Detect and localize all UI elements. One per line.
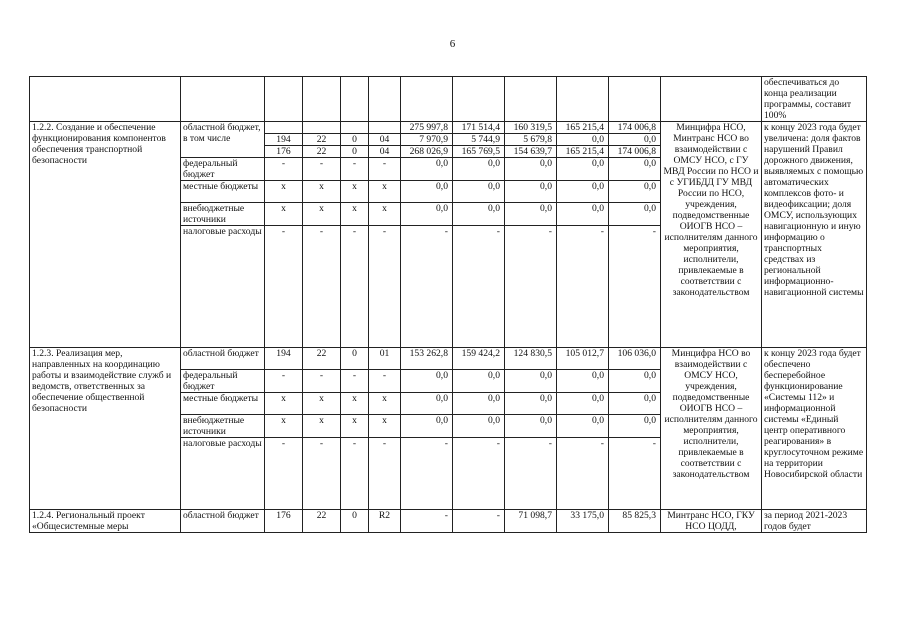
value-cell-v4: 165 215,4 <box>557 146 609 158</box>
value-cell-v2: 0,0 <box>453 393 505 415</box>
code-cell-pr: х <box>341 415 369 438</box>
code-cell-kgrbs: х <box>265 393 303 415</box>
cell-empty <box>181 77 265 122</box>
value-cell-v1: - <box>401 226 453 348</box>
code-cell-vr: - <box>369 226 401 348</box>
result-cell: за период 2021-2023 годов будет <box>762 510 867 533</box>
value-cell-v2: 0,0 <box>453 370 505 393</box>
value-cell-v5: 0,0 <box>609 203 661 226</box>
code-cell-vr: х <box>369 393 401 415</box>
value-cell-v3: 0,0 <box>505 370 557 393</box>
value-cell-v1: - <box>401 510 453 533</box>
code-cell-pr: 0 <box>341 510 369 533</box>
code-cell-pr: 0 <box>341 146 369 158</box>
continuation-row <box>30 77 867 122</box>
value-cell-v2: 0,0 <box>453 181 505 203</box>
value-cell-v5: 85 825,3 <box>609 510 661 533</box>
value-cell-v3: 0,0 <box>505 203 557 226</box>
cell-empty <box>30 77 181 122</box>
value-cell-v5: - <box>609 226 661 348</box>
cell-empty <box>265 77 303 122</box>
value-cell-v4: 165 215,4 <box>557 122 609 134</box>
value-cell-v4: 0,0 <box>557 134 609 146</box>
value-cell-v5: 174 006,8 <box>609 122 661 134</box>
cell-empty <box>369 77 401 122</box>
value-cell-v1: 7 970,9 <box>401 134 453 146</box>
value-cell-v2: 0,0 <box>453 203 505 226</box>
value-cell-v3: - <box>505 438 557 510</box>
funding-source-cell: областной бюджет <box>181 348 265 370</box>
funding-source-cell: федеральный бюджет <box>181 370 265 393</box>
value-cell-v1: 0,0 <box>401 203 453 226</box>
code-cell-vr: - <box>369 438 401 510</box>
cell-empty <box>453 77 505 122</box>
code-cell-rz: - <box>303 158 341 181</box>
code-cell-rz: х <box>303 203 341 226</box>
value-cell-v4: - <box>557 438 609 510</box>
code-cell-vr: 04 <box>369 134 401 146</box>
value-cell-v2: 5 744,9 <box>453 134 505 146</box>
value-cell-v1: 0,0 <box>401 415 453 438</box>
executor-cell: Минцифра НСО, Минтранс НСО во взаимодействии с ОМСУ НСО, с ГУ МВД России по НСО и с УГИБДД ГУ МВД России по НСО, учреждения, подведомственные ОИОГВ НСО – исполнителям данного мероприятия, исполнители, привлекаемые в соответствии с законодательством <box>661 122 762 348</box>
funding-source-cell: местные бюджеты <box>181 181 265 203</box>
value-cell-v3: 0,0 <box>505 393 557 415</box>
funding-source-cell: областной бюджет <box>181 510 265 533</box>
code-cell-kgrbs: - <box>265 226 303 348</box>
table-row <box>30 122 867 134</box>
code-cell-pr: 0 <box>341 134 369 146</box>
funding-source-cell: областной бюджет, в том числе <box>181 122 265 158</box>
value-cell-v1: - <box>401 438 453 510</box>
value-cell-v5: 0,0 <box>609 393 661 415</box>
funding-source-cell: внебюджетные источники <box>181 203 265 226</box>
activity-name-cell: 1.2.3. Реализация мер, направленных на координацию работы и взаимодействие служб и ведомств, ответственных за обеспечение общественной безопасности <box>30 348 181 510</box>
result-cell: к концу 2023 года будет обеспечено бесперебойное функционирование «Системы 112» и информационной системы «Единый центр оперативного реагирования» в круглосуточном режиме на территории Новосибирской области <box>762 348 867 510</box>
value-cell-v2: 159 424,2 <box>453 348 505 370</box>
value-cell-v2: - <box>453 510 505 533</box>
value-cell-v3: 124 830,5 <box>505 348 557 370</box>
value-cell-v5: 0,0 <box>609 370 661 393</box>
value-cell-v4: 0,0 <box>557 158 609 181</box>
value-cell-v5: 0,0 <box>609 158 661 181</box>
code-cell-kgrbs: х <box>265 415 303 438</box>
code-cell-rz: 22 <box>303 146 341 158</box>
code-cell-pr: х <box>341 181 369 203</box>
value-cell-v3: - <box>505 226 557 348</box>
code-cell-kgrbs: - <box>265 438 303 510</box>
code-cell-kgrbs: 194 <box>265 348 303 370</box>
code-cell-pr: - <box>341 438 369 510</box>
code-cell-vr: х <box>369 181 401 203</box>
table-row <box>30 510 867 533</box>
code-cell-vr: - <box>369 370 401 393</box>
code-cell-kgrbs: - <box>265 370 303 393</box>
code-cell-pr: 0 <box>341 348 369 370</box>
value-cell-v2: 165 769,5 <box>453 146 505 158</box>
activity-name-cell: 1.2.4. Региональный проект «Общесистемные меры <box>30 510 181 533</box>
funding-source-cell: налоговые расходы <box>181 226 265 348</box>
code-cell-rz: х <box>303 415 341 438</box>
code-cell-kgrbs: х <box>265 203 303 226</box>
code-cell-rz <box>303 122 341 134</box>
code-cell-vr: R2 <box>369 510 401 533</box>
value-cell-v1: 153 262,8 <box>401 348 453 370</box>
value-cell-v5: 0,0 <box>609 181 661 203</box>
cell-empty <box>303 77 341 122</box>
budget-table <box>29 76 867 533</box>
code-cell-rz: - <box>303 226 341 348</box>
value-cell-v3: 0,0 <box>505 181 557 203</box>
code-cell-vr <box>369 122 401 134</box>
value-cell-v2: 0,0 <box>453 158 505 181</box>
code-cell-rz: - <box>303 438 341 510</box>
value-cell-v4: 0,0 <box>557 203 609 226</box>
value-cell-v1: 275 997,8 <box>401 122 453 134</box>
value-cell-v4: - <box>557 226 609 348</box>
value-cell-v3: 154 639,7 <box>505 146 557 158</box>
cell-empty <box>341 77 369 122</box>
code-cell-rz: - <box>303 370 341 393</box>
value-cell-v5: - <box>609 438 661 510</box>
executor-cell: Минтранс НСО, ГКУ НСО ЦОДД, <box>661 510 762 533</box>
code-cell-pr: - <box>341 226 369 348</box>
value-cell-v1: 268 026,9 <box>401 146 453 158</box>
value-cell-v2: 0,0 <box>453 415 505 438</box>
result-cell: обеспечиваться до конца реализации программы, составит 100% <box>762 77 867 122</box>
code-cell-kgrbs: - <box>265 158 303 181</box>
funding-source-cell: внебюджетные источники <box>181 415 265 438</box>
code-cell-kgrbs <box>265 122 303 134</box>
activity-name-cell: 1.2.2. Создание и обеспечение функционирования компонентов обеспечения транспортной безопасности <box>30 122 181 348</box>
cell-empty <box>505 77 557 122</box>
code-cell-vr: х <box>369 203 401 226</box>
code-cell-rz: 22 <box>303 348 341 370</box>
value-cell-v3: 0,0 <box>505 158 557 181</box>
code-cell-rz: х <box>303 181 341 203</box>
value-cell-v3: 0,0 <box>505 415 557 438</box>
code-cell-kgrbs: 194 <box>265 134 303 146</box>
value-cell-v3: 5 679,8 <box>505 134 557 146</box>
result-cell: к концу 2023 года будет увеличена: доля фактов нарушений Правил дорожного движения, выявляемых с помощью автоматических комплексов фото- и видеофиксации; доля ОМСУ, использующих навигационную и иную информацию о транспортных средствах из региональной информационно-навигационной системы <box>762 122 867 348</box>
value-cell-v2: - <box>453 226 505 348</box>
funding-source-cell: местные бюджеты <box>181 393 265 415</box>
code-cell-vr: 04 <box>369 146 401 158</box>
funding-source-cell: налоговые расходы <box>181 438 265 510</box>
code-cell-rz: х <box>303 393 341 415</box>
value-cell-v5: 0,0 <box>609 415 661 438</box>
value-cell-v2: 171 514,4 <box>453 122 505 134</box>
funding-source-cell: федеральный бюджет <box>181 158 265 181</box>
code-cell-pr: х <box>341 393 369 415</box>
value-cell-v1: 0,0 <box>401 158 453 181</box>
cell-empty <box>401 77 453 122</box>
code-cell-vr: х <box>369 415 401 438</box>
table-body <box>30 77 867 533</box>
executor-cell: Минцифра НСО во взаимодействии с ОМСУ НСО, учреждения, подведомственные ОИОГВ НСО – исполнителям данного мероприятия, исполнители, привлекаемые в соответствии с законодательством <box>661 348 762 510</box>
cell-empty <box>661 77 762 122</box>
value-cell-v5: 0,0 <box>609 134 661 146</box>
code-cell-kgrbs: 176 <box>265 146 303 158</box>
value-cell-v2: - <box>453 438 505 510</box>
code-cell-pr: - <box>341 158 369 181</box>
code-cell-pr: х <box>341 203 369 226</box>
code-cell-rz: 22 <box>303 134 341 146</box>
code-cell-kgrbs: 176 <box>265 510 303 533</box>
value-cell-v4: 105 012,7 <box>557 348 609 370</box>
code-cell-kgrbs: х <box>265 181 303 203</box>
value-cell-v3: 160 319,5 <box>505 122 557 134</box>
table-row <box>30 348 867 370</box>
code-cell-pr <box>341 122 369 134</box>
value-cell-v1: 0,0 <box>401 393 453 415</box>
value-cell-v3: 71 098,7 <box>505 510 557 533</box>
value-cell-v4: 33 175,0 <box>557 510 609 533</box>
value-cell-v5: 174 006,8 <box>609 146 661 158</box>
code-cell-rz: 22 <box>303 510 341 533</box>
code-cell-vr: 01 <box>369 348 401 370</box>
value-cell-v4: 0,0 <box>557 181 609 203</box>
cell-empty <box>609 77 661 122</box>
value-cell-v1: 0,0 <box>401 370 453 393</box>
code-cell-vr: - <box>369 158 401 181</box>
value-cell-v4: 0,0 <box>557 370 609 393</box>
page-number: 6 <box>449 38 456 50</box>
value-cell-v4: 0,0 <box>557 415 609 438</box>
value-cell-v1: 0,0 <box>401 181 453 203</box>
cell-empty <box>557 77 609 122</box>
value-cell-v4: 0,0 <box>557 393 609 415</box>
code-cell-pr: - <box>341 370 369 393</box>
value-cell-v5: 106 036,0 <box>609 348 661 370</box>
